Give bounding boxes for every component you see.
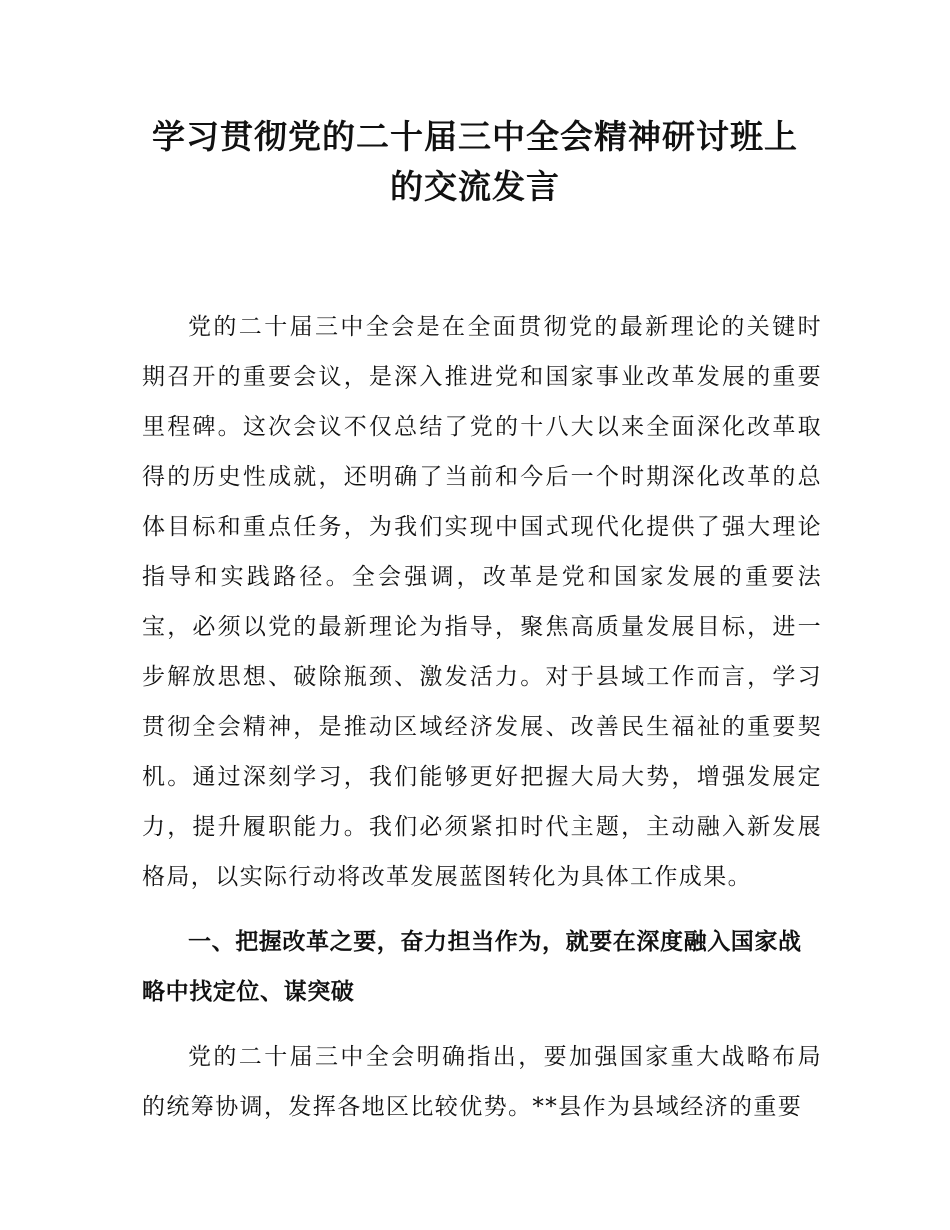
title-line-1: 学习贯彻党的二十届三中全会精神研讨班上	[152, 117, 798, 156]
title-line-2: 的交流发言	[390, 167, 560, 206]
section-heading-1: 一、把握改革之要，奋力担当作为，就要在深度融入国家战略中找定位、谋突破	[142, 929, 802, 1005]
document-title	[100, 112, 850, 212]
document-body	[142, 302, 822, 1132]
section-1-paragraph: 党的二十届三中全会明确指出，要加强国家重大战略布局的统筹协调，发挥各地区比较优势。**县作为县域经济的重要	[142, 1044, 822, 1120]
intro-paragraph: 党的二十届三中全会是在全面贯彻党的最新理论的关键时期召开的重要会议，是深入推进党和国家事业改革发展的重要里程碑。这次会议不仅总结了党的十八大以来全面深化改革取得的历史性成就，还明确了当前和今后一个时期深化改革的总体目标和重点任务，为我们实现中国式现代化提供了强大理论指导和实践路径。全会强调，改革是党和国家发展的重要法宝，必须以党的最新理论为指导，聚焦高质量发展目标，进一步解放思想、破除瓶颈、激发活力。对于县域工作而言，学习贯彻全会精神，是推动区域经济发展、改善民生福祉的重要契机。通过深刻学习，我们能够更好把握大局大势，增强发展定力，提升履职能力。我们必须紧扣时代主题，主动融入新发展格局，以实际行动将改革发展蓝图转化为具体工作成果。	[142, 314, 822, 890]
